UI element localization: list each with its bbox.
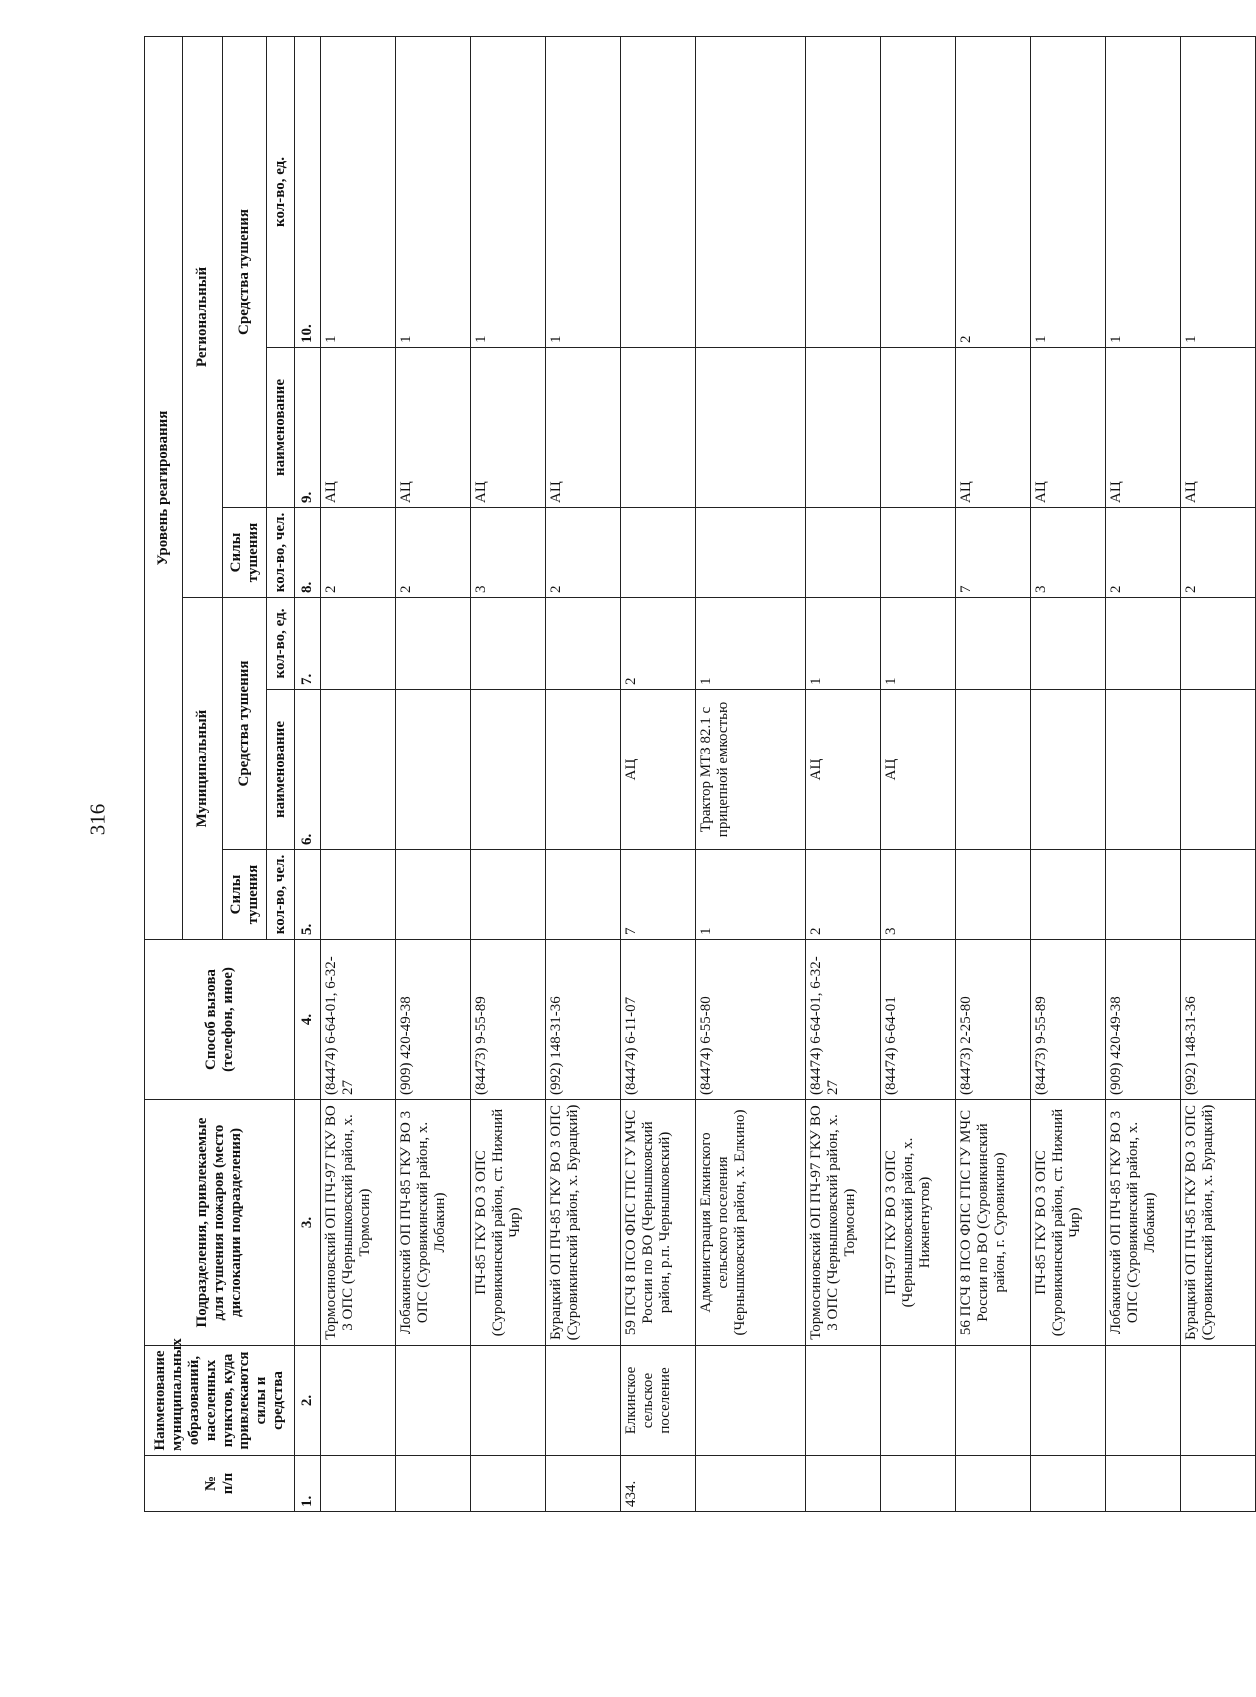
table-row xyxy=(881,36,956,1511)
table-row xyxy=(396,36,471,1511)
regional-means-name xyxy=(696,348,806,508)
column-index: 5. xyxy=(295,850,321,940)
municipality-name xyxy=(881,1346,956,1456)
regional-forces-count xyxy=(881,508,956,598)
regional-forces-count: 2 xyxy=(1106,508,1181,598)
regional-means-name xyxy=(621,348,696,508)
row-number xyxy=(881,1456,956,1512)
municipal-means-count xyxy=(1181,598,1256,690)
row-number xyxy=(396,1456,471,1512)
regional-means-name: АЦ xyxy=(1181,348,1256,508)
call-method: (909) 420-49-38 xyxy=(396,940,471,1100)
municipal-means-name xyxy=(396,690,471,850)
unit-name: Тормосиновский ОП ПЧ-97 ГКУ ВО 3 ОПС (Чернышковский район, х. Тормосин) xyxy=(806,1100,881,1346)
header-name: наименование xyxy=(267,690,295,850)
municipal-means-name xyxy=(321,690,396,850)
call-method: (84474) 6-64-01, 6-32-27 xyxy=(321,940,396,1100)
row-number xyxy=(471,1456,546,1512)
municipal-forces-count xyxy=(1106,850,1181,940)
regional-means-count: 1 xyxy=(471,36,546,347)
unit-name: Тормосиновский ОП ПЧ-97 ГКУ ВО 3 ОПС (Чернышковский район, х. Тормосин) xyxy=(321,1100,396,1346)
column-index: 1. xyxy=(295,1456,321,1512)
call-method: (84473) 9-55-89 xyxy=(1031,940,1106,1100)
header-municipal-means: Средства тушения xyxy=(223,598,267,850)
municipality-name xyxy=(471,1346,546,1456)
regional-means-count xyxy=(806,36,881,347)
regional-means-count: 1 xyxy=(1106,36,1181,347)
unit-name: ПЧ-85 ГКУ ВО 3 ОПС (Суровикинский район, ст. Нижний Чир) xyxy=(471,1100,546,1346)
table-row xyxy=(471,36,546,1511)
municipal-means-name xyxy=(1106,690,1181,850)
municipal-means-name: АЦ xyxy=(881,690,956,850)
column-index: 6. xyxy=(295,690,321,850)
municipal-forces-count: 7 xyxy=(621,850,696,940)
unit-name: Администрация Елкинского сельского поселения (Чернышковский район, х. Елкино) xyxy=(696,1100,806,1346)
table-row xyxy=(1181,36,1256,1511)
municipality-name xyxy=(696,1346,806,1456)
municipality-name xyxy=(806,1346,881,1456)
municipal-means-name xyxy=(956,690,1031,850)
regional-means-name: АЦ xyxy=(546,348,621,508)
regional-means-count: 1 xyxy=(546,36,621,347)
municipal-means-name xyxy=(1031,690,1106,850)
call-method: (992) 148-31-36 xyxy=(546,940,621,1100)
call-method: (84474) 6-55-80 xyxy=(696,940,806,1100)
column-index: 7. xyxy=(295,598,321,690)
table-row xyxy=(1106,36,1181,1511)
regional-means-name xyxy=(881,348,956,508)
municipal-forces-count xyxy=(396,850,471,940)
municipal-means-count xyxy=(471,598,546,690)
call-method: (909) 420-49-38 xyxy=(1106,940,1181,1100)
regional-means-count: 2 xyxy=(956,36,1031,347)
header-response-level: Уровень реагирования xyxy=(145,36,183,939)
regional-means-name: АЦ xyxy=(956,348,1031,508)
header-regional-forces: Силы тушения xyxy=(223,508,267,598)
header-num: № п/п xyxy=(145,1456,295,1512)
row-number xyxy=(546,1456,621,1512)
municipal-forces-count: 3 xyxy=(881,850,956,940)
header-qty-units: кол-во, ед. xyxy=(267,598,295,690)
municipality-name xyxy=(321,1346,396,1456)
page-number: 316 xyxy=(85,803,110,836)
table-rotator xyxy=(144,37,1216,1512)
regional-forces-count xyxy=(621,508,696,598)
municipal-forces-count xyxy=(1181,850,1256,940)
municipality-name: Елкинское сельское поселение xyxy=(621,1346,696,1456)
municipal-forces-count xyxy=(471,850,546,940)
regional-means-count xyxy=(881,36,956,347)
call-method: (992) 148-31-36 xyxy=(1181,940,1256,1100)
regional-means-count: 1 xyxy=(321,36,396,347)
unit-name: 59 ПСЧ 8 ПСО ФПС ГПС ГУ МЧС России по ВО (Чернышковский район, р.п. Чернышковский) xyxy=(621,1100,696,1346)
header-name: наименование xyxy=(267,348,295,508)
regional-means-name: АЦ xyxy=(1031,348,1106,508)
municipal-forces-count xyxy=(956,850,1031,940)
municipal-means-count xyxy=(956,598,1031,690)
municipal-forces-count xyxy=(1031,850,1106,940)
municipal-means-name: АЦ xyxy=(621,690,696,850)
municipal-means-count xyxy=(396,598,471,690)
municipal-means-name: АЦ xyxy=(806,690,881,850)
call-method: (84474) 6-64-01, 6-32-27 xyxy=(806,940,881,1100)
regional-forces-count: 2 xyxy=(396,508,471,598)
row-number xyxy=(1181,1456,1256,1512)
row-number xyxy=(956,1456,1031,1512)
regional-means-count: 1 xyxy=(1181,36,1256,347)
municipality-name xyxy=(1181,1346,1256,1456)
unit-name: Лобакинский ОП ПЧ-85 ГКУ ВО 3 ОПС (Суровикинский район, х. Лобакин) xyxy=(1106,1100,1181,1346)
regional-forces-count: 2 xyxy=(1181,508,1256,598)
row-number xyxy=(1031,1456,1106,1512)
table-row xyxy=(1031,36,1106,1511)
header-municipal-forces: Силы тушения xyxy=(223,850,267,940)
header-qty-units: кол-во, ед. xyxy=(267,36,295,347)
header-call: Способ вызова (телефон, иное) xyxy=(145,940,295,1100)
table-body xyxy=(321,36,1256,1511)
table-row xyxy=(696,36,806,1511)
unit-name: ПЧ-97 ГКУ ВО 3 ОПС (Чернышковский район, х. Нижнегнутов) xyxy=(881,1100,956,1346)
regional-forces-count: 2 xyxy=(321,508,396,598)
regional-forces-count xyxy=(806,508,881,598)
municipal-means-count: 2 xyxy=(621,598,696,690)
call-method: (84474) 6-11-07 xyxy=(621,940,696,1100)
column-index: 9. xyxy=(295,348,321,508)
municipal-forces-count: 2 xyxy=(806,850,881,940)
row-number xyxy=(321,1456,396,1512)
municipal-forces-count xyxy=(546,850,621,940)
rotated-sheet xyxy=(144,37,1216,1512)
row-number: 434. xyxy=(621,1456,696,1512)
header-municipality: Наименование муниципальных образований, населенных пунктов, куда привлекаются силы и средства xyxy=(145,1346,295,1456)
column-index: 2. xyxy=(295,1346,321,1456)
municipal-means-name xyxy=(1181,690,1256,850)
regional-means-name: АЦ xyxy=(1106,348,1181,508)
table-row xyxy=(621,36,696,1511)
municipal-means-name xyxy=(471,690,546,850)
municipality-name xyxy=(956,1346,1031,1456)
municipal-means-count: 1 xyxy=(696,598,806,690)
unit-name: Бурацкий ОП ПЧ-85 ГКУ ВО 3 ОПС (Суровикинский район, х. Бурацкий) xyxy=(546,1100,621,1346)
unit-name: Лобакинский ОП ПЧ-85 ГКУ ВО 3 ОПС (Суровикинский район, х. Лобакин) xyxy=(396,1100,471,1346)
municipal-means-name: Трактор МТЗ 82.1 с прицепной емкостью xyxy=(696,690,806,850)
unit-name: ПЧ-85 ГКУ ВО 3 ОПС (Суровикинский район, ст. Нижний Чир) xyxy=(1031,1100,1106,1346)
column-index: 3. xyxy=(295,1100,321,1346)
header-municipal: Муниципальный xyxy=(183,598,223,940)
row-number xyxy=(1106,1456,1181,1512)
municipality-name xyxy=(1106,1346,1181,1456)
header-units: Подразделения, привлекаемые для тушения пожаров (место дислокации подразделения) xyxy=(145,1100,295,1346)
regional-forces-count: 3 xyxy=(471,508,546,598)
column-index: 8. xyxy=(295,508,321,598)
unit-name: 56 ПСЧ 8 ПСО ФПС ГПС ГУ МЧС России по ВО (Суровикинский район, г. Суровикино) xyxy=(956,1100,1031,1346)
regional-means-name xyxy=(806,348,881,508)
regional-means-name: АЦ xyxy=(321,348,396,508)
regional-means-count xyxy=(621,36,696,347)
municipal-means-count xyxy=(321,598,396,690)
municipal-means-count xyxy=(1031,598,1106,690)
row-number xyxy=(806,1456,881,1512)
header-regional: Региональный xyxy=(183,36,223,597)
municipality-name xyxy=(546,1346,621,1456)
regional-means-name: АЦ xyxy=(471,348,546,508)
municipal-means-name xyxy=(546,690,621,850)
table-row xyxy=(806,36,881,1511)
municipality-name xyxy=(396,1346,471,1456)
regional-forces-count: 7 xyxy=(956,508,1031,598)
call-method: (84473) 2-25-80 xyxy=(956,940,1031,1100)
header-qty-people: кол-во, чел. xyxy=(267,508,295,598)
regional-means-count: 1 xyxy=(1031,36,1106,347)
call-method: (84474) 6-64-01 xyxy=(881,940,956,1100)
municipal-means-count: 1 xyxy=(806,598,881,690)
regional-means-count xyxy=(696,36,806,347)
unit-name: Бурацкий ОП ПЧ-85 ГКУ ВО 3 ОПС (Суровикинский район, х. Бурацкий) xyxy=(1181,1100,1256,1346)
regional-means-count: 1 xyxy=(396,36,471,347)
header-regional-means: Средства тушения xyxy=(223,36,267,507)
regional-forces-count xyxy=(696,508,806,598)
municipal-means-count xyxy=(1106,598,1181,690)
municipal-means-count: 1 xyxy=(881,598,956,690)
regional-forces-count: 2 xyxy=(546,508,621,598)
regional-forces-count: 3 xyxy=(1031,508,1106,598)
regional-means-name: АЦ xyxy=(396,348,471,508)
municipality-name xyxy=(1031,1346,1106,1456)
column-index: 10. xyxy=(295,36,321,347)
column-index: 4. xyxy=(295,940,321,1100)
header-qty-people: кол-во, чел. xyxy=(267,850,295,940)
municipal-forces-count: 1 xyxy=(696,850,806,940)
municipal-means-count xyxy=(546,598,621,690)
table-row xyxy=(546,36,621,1511)
forces-table xyxy=(144,36,1256,1512)
call-method: (84473) 9-55-89 xyxy=(471,940,546,1100)
table-row xyxy=(956,36,1031,1511)
row-number xyxy=(696,1456,806,1512)
table-row xyxy=(321,36,396,1511)
municipal-forces-count xyxy=(321,850,396,940)
